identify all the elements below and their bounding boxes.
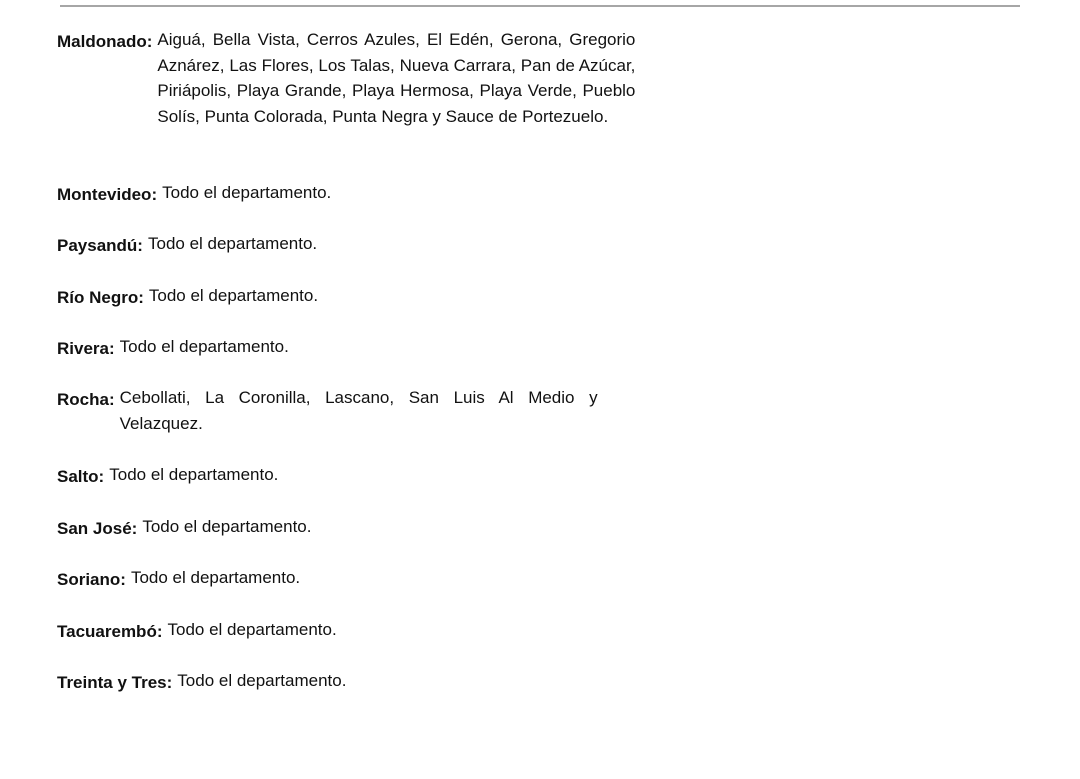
localities-text: Todo el departamento. bbox=[162, 183, 332, 202]
entry-maldonado bbox=[57, 27, 635, 129]
localities-text: Todo el departamento. bbox=[109, 465, 279, 484]
department-label: Soriano: bbox=[57, 570, 126, 589]
localities-text: Todo el departamento. bbox=[147, 234, 318, 253]
entry-tacuarembo bbox=[57, 617, 337, 645]
entry-san-jose bbox=[57, 514, 311, 542]
department-label: Montevideo: bbox=[57, 185, 158, 204]
department-label: San José: bbox=[57, 519, 138, 538]
entry-rio-negro bbox=[57, 283, 318, 311]
localities-text: Cebollati, La Coronilla, Lascano, San Luis Al Medio y Velazquez. bbox=[119, 388, 598, 433]
department-label: Rocha: bbox=[57, 390, 115, 409]
top-divider bbox=[60, 5, 1020, 7]
localities-text: Todo el departamento. bbox=[119, 337, 289, 356]
localities-text: Todo el departamento. bbox=[130, 568, 301, 587]
entry-rocha bbox=[57, 385, 598, 436]
department-label: Maldonado: bbox=[57, 32, 153, 51]
department-label: Paysandú: bbox=[57, 236, 143, 255]
entry-soriano bbox=[57, 565, 300, 593]
department-label: Río Negro: bbox=[57, 288, 144, 307]
localities-text: Todo el departamento. bbox=[177, 671, 347, 690]
localities-text: Todo el departamento. bbox=[142, 517, 312, 536]
entry-montevideo bbox=[57, 180, 331, 208]
department-label: Treinta y Tres: bbox=[57, 673, 173, 692]
entry-rivera bbox=[57, 334, 289, 362]
entry-paysandu bbox=[57, 231, 317, 259]
entry-salto bbox=[57, 462, 278, 490]
localities-text: Todo el departamento. bbox=[148, 286, 319, 305]
department-label: Tacuarembó: bbox=[57, 622, 163, 641]
localities-text: Aiguá, Bella Vista, Cerros Azules, El Edén, Gerona, Gregorio Aznárez, Las Flores, Los Talas, Nueva Carrara, Pan de Azúcar, Piriápolis, Playa Grande, Playa Hermosa, Playa Verde, Pueblo Solís, Punta Colorada, Punta Negra y Sauce de Portezuelo. bbox=[157, 30, 636, 126]
entry-treinta-y-tres bbox=[57, 668, 346, 696]
department-label: Salto: bbox=[57, 467, 105, 486]
localities-text: Todo el departamento. bbox=[167, 620, 337, 639]
department-label: Rivera: bbox=[57, 339, 115, 358]
